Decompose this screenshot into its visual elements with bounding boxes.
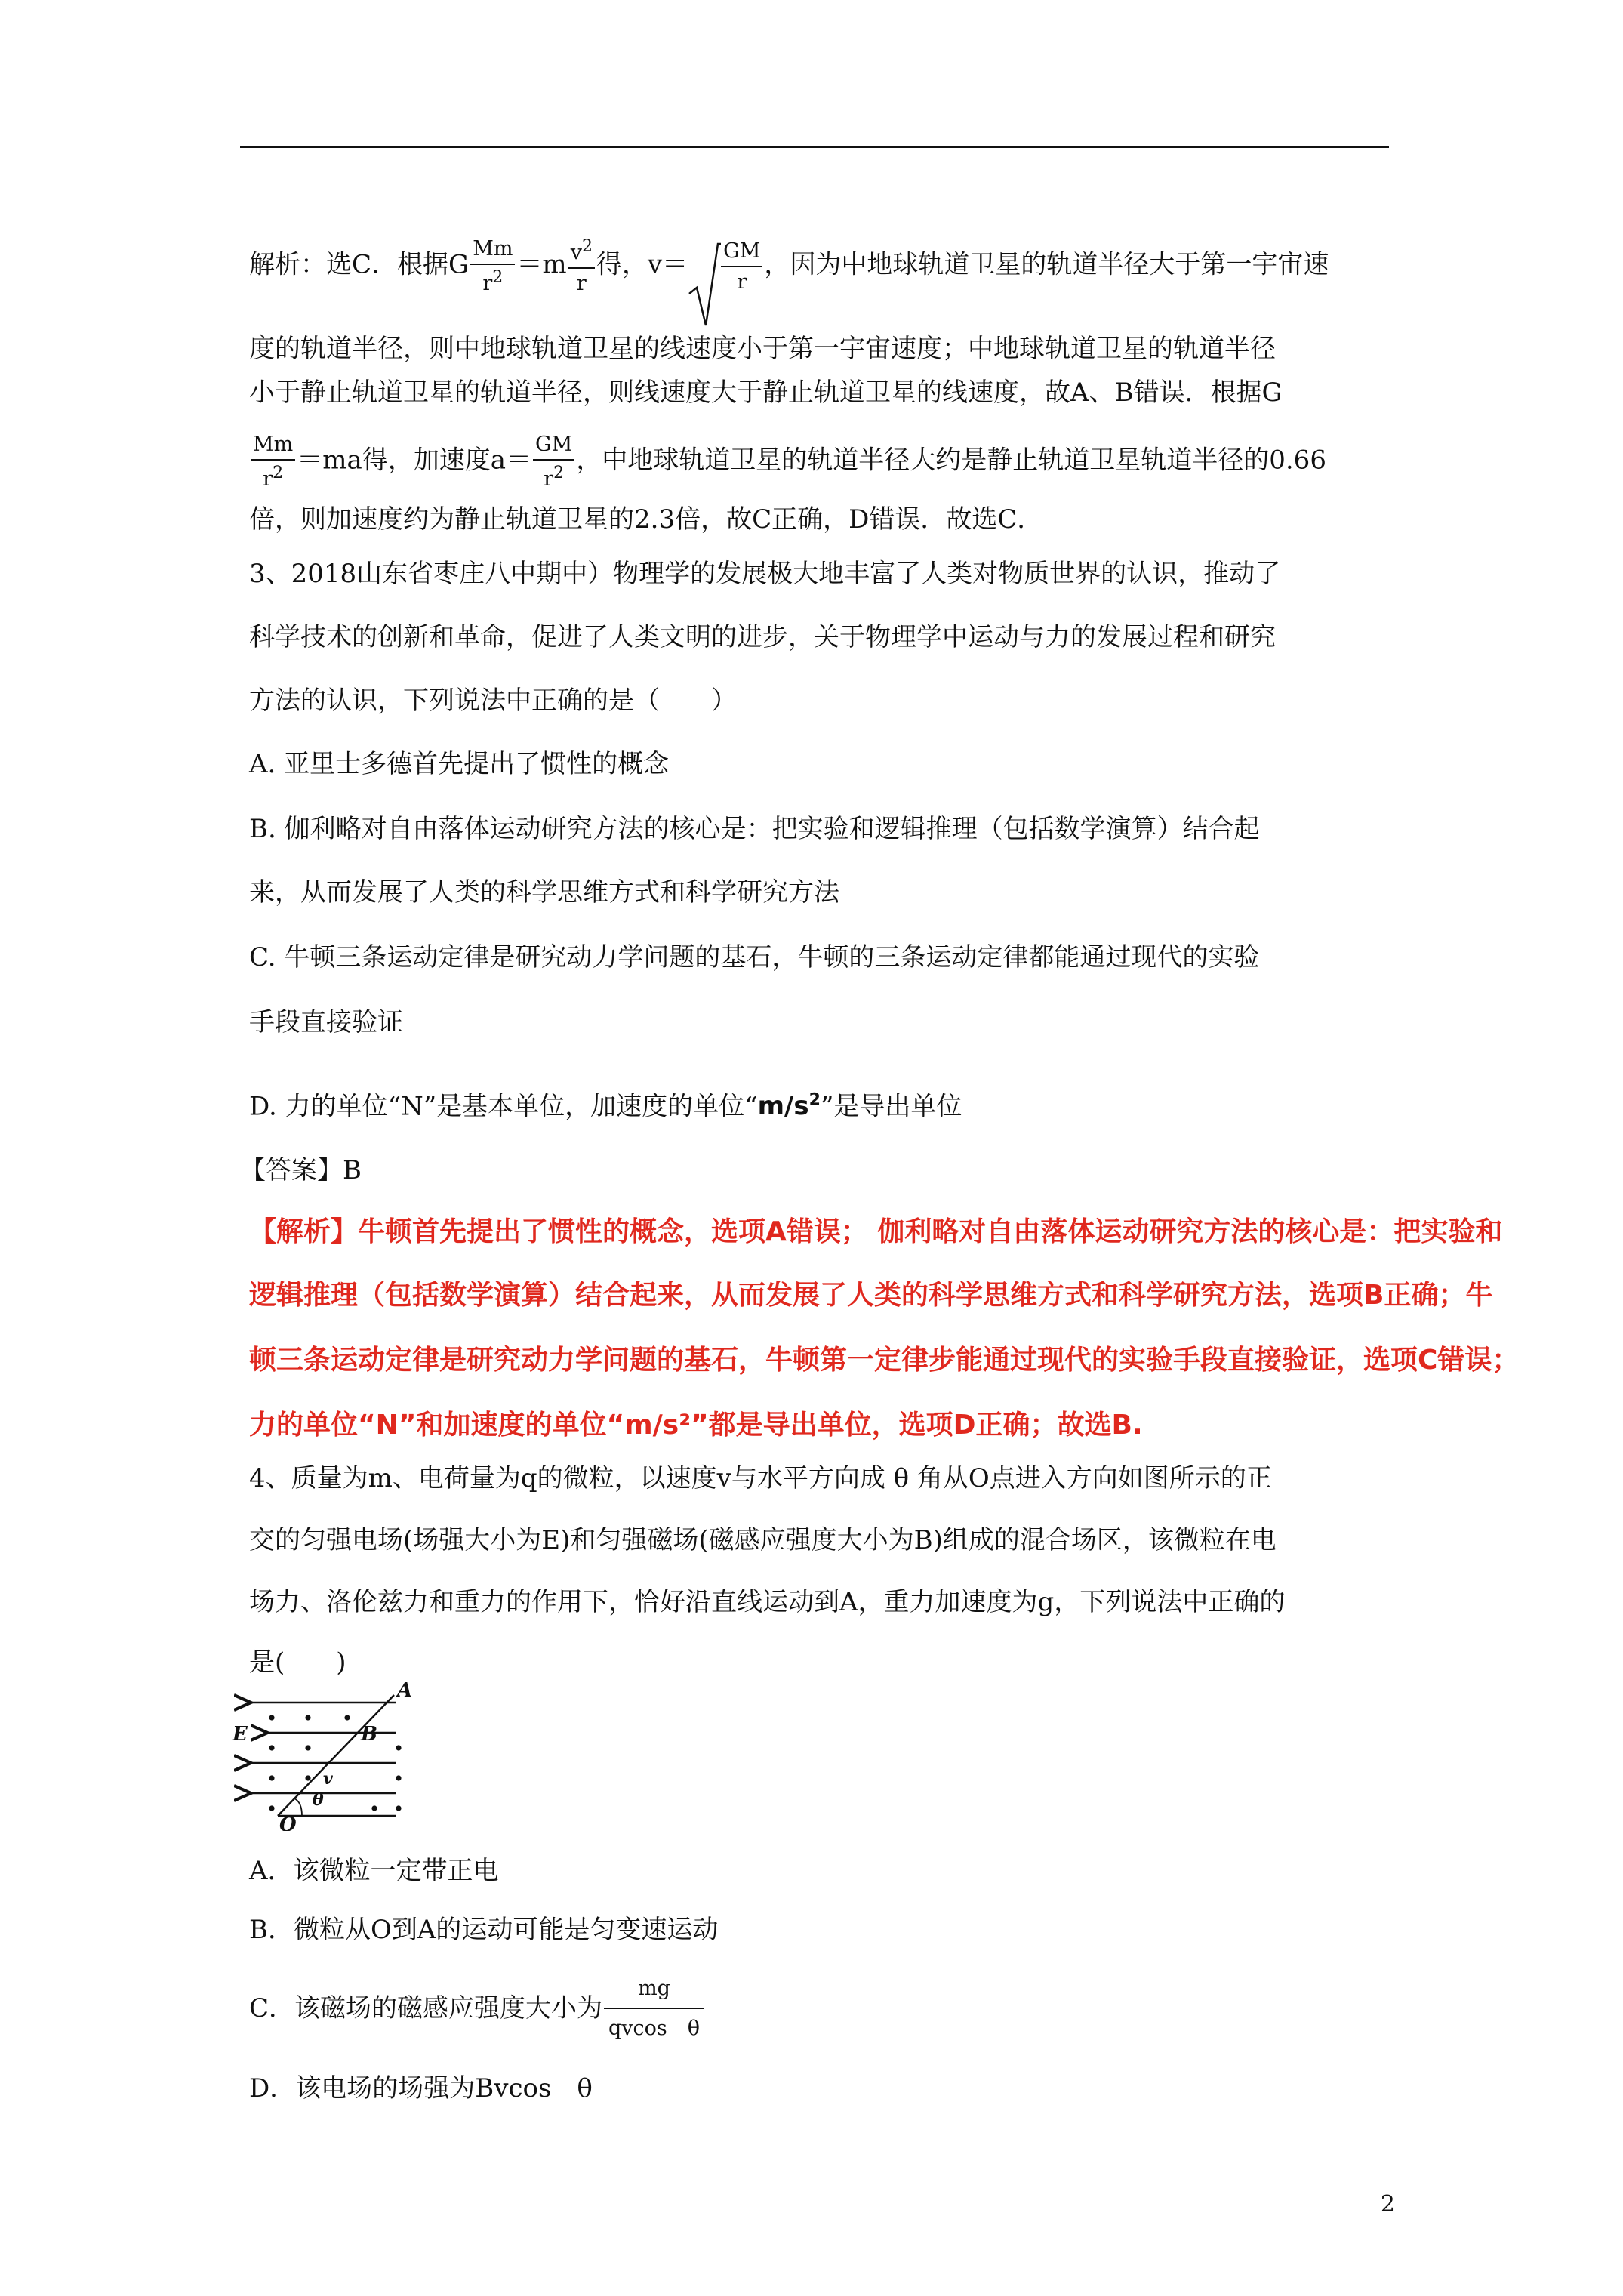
label-e: E [233, 1723, 248, 1746]
q3-stem-1: 3、2018山东省枣庄八中期中）物理学的发展极大地丰富了人类对物质世界的认识，推动了 [249, 559, 1281, 589]
header-rule [240, 146, 1389, 148]
page-number: 2 [1380, 2191, 1395, 2217]
label-o: O [279, 1814, 297, 1831]
label-theta: θ [313, 1790, 324, 1810]
analysis-line-4: $\frac{Mm}{r^2}$ ＝ma得，加速度a＝ $\frac{GM}{r^2}$ ，中地球轨道卫星的轨道半径大约是静止轨道卫星轨道半径的0.66 [249, 434, 1326, 489]
q3-option-b-2: 来，从而发展了人类的科学思维方式和科学研究方法 [249, 877, 839, 908]
q4-stem-4: 是( ) [249, 1647, 346, 1678]
analysis-line-2: 度的轨道半径，则中地球轨道卫星的线速度小于第一宇宙速度；中地球轨道卫星的轨道半径 [249, 334, 1276, 364]
fraction-mm-r2: $\frac{Mm}{r^2}$ [470, 239, 515, 294]
q4-option-a: A．该微粒一定带正电 [249, 1856, 499, 1886]
q3-stem-3: 方法的认识，下列说法中正确的是（ ） [249, 686, 737, 716]
q4-stem-1: 4、质量为m、电荷量为q的微粒，以速度v与水平方向成 θ 角从O点进入方向如图所示的正 [249, 1463, 1272, 1493]
q3-option-a: A. 亚里士多德首先提出了惯性的概念 [249, 749, 670, 779]
q3-explanation-2: 逻辑推理（包括数学演算）结合起来，从而发展了人类的科学思维方式和科学研究方法，选项B正确；牛 [249, 1280, 1493, 1311]
q3-stem-2: 科学技术的创新和革命，促进了人类文明的进步，关于物理学中运动与力的发展过程和研究 [249, 622, 1276, 652]
q3-answer: 【答案】B [240, 1155, 362, 1185]
fraction-gm-r2: $\frac{GM}{r^2}$ [533, 434, 574, 489]
sqrt-gm-r: $\frac{GM}{r}$ [688, 241, 764, 292]
q4-option-d: D．该电场的场强为Bvcos θ [249, 2073, 593, 2103]
unit-m-s2: $m/s^2$ [757, 1091, 821, 1122]
label-b: B [361, 1723, 377, 1746]
field-diagram [226, 1680, 423, 1831]
label-a: A [397, 1680, 413, 1702]
q4-option-c: C．该磁场的磁感应强度大小为 $\frac{mg}{\text{qvcos θ}}$ [249, 1978, 706, 2039]
analysis-text: 解析：选C．根据G [249, 249, 470, 280]
q3-explanation-1: 【解析】牛顿首先提出了惯性的概念，选项A错误； 伽利略对自由落体运动研究方法的核心是：把实验和 [249, 1216, 1503, 1247]
fraction-v2-r: $\frac{v^2}{r}$ [568, 239, 595, 294]
label-v: v [323, 1769, 333, 1789]
q3-option-b-1: B. 伽利略对自由落体运动研究方法的核心是：把实验和逻辑推理（包括数学演算）结合起 [249, 814, 1260, 844]
q3-option-c-1: C. 牛顿三条运动定律是研究动力学问题的基石，牛顿的三条运动定律都能通过现代的实验 [249, 942, 1260, 972]
q3-explanation-4: 力的单位“N”和加速度的单位“m/s²”都是导出单位，选项D正确；故选B. [249, 1410, 1143, 1441]
fraction-mm-r2: $\frac{Mm}{r^2}$ [251, 434, 295, 489]
q3-explanation-3: 顿三条运动定律是研究动力学问题的基石，牛顿第一定律步能通过现代的实验手段直接验证，选项C错误； [249, 1345, 1520, 1376]
q4-option-b: B．微粒从O到A的运动可能是匀变速运动 [249, 1915, 719, 1945]
analysis-line-3: 小于静止轨道卫星的轨道半径，则线速度大于静止轨道卫星的线速度，故A、B错误．根据G [249, 378, 1283, 408]
q3-option-d: D. 力的单位“N”是基本单位，加速度的单位“$m/s^2$”是导出单位 [249, 1091, 962, 1122]
q4-stem-2: 交的匀强电场(场强大小为E)和匀强磁场(磁感应强度大小为B)组成的混合场区，该微粒在电 [249, 1525, 1277, 1555]
analysis-line-5: 倍，则加速度约为静止轨道卫星的2.3倍，故C正确，D错误．故选C． [249, 504, 1043, 535]
q4-stem-3: 场力、洛伦兹力和重力的作用下，恰好沿直线运动到A，重力加速度为g，下列说法中正确的 [249, 1587, 1286, 1617]
analysis-line-1: 解析：选C．根据G $\frac{Mm}{r^2}$ ＝m $\frac{v^2}{r}$ 得，v＝ $\frac{GM}{r}$ ，因为中地球轨道卫星的轨道半径大于第一宇宙速 [249, 239, 1329, 294]
q3-option-c-2: 手段直接验证 [249, 1007, 403, 1037]
fraction-mg-qvcos: $\frac{mg}{\text{qvcos θ}}$ [604, 1978, 704, 2039]
